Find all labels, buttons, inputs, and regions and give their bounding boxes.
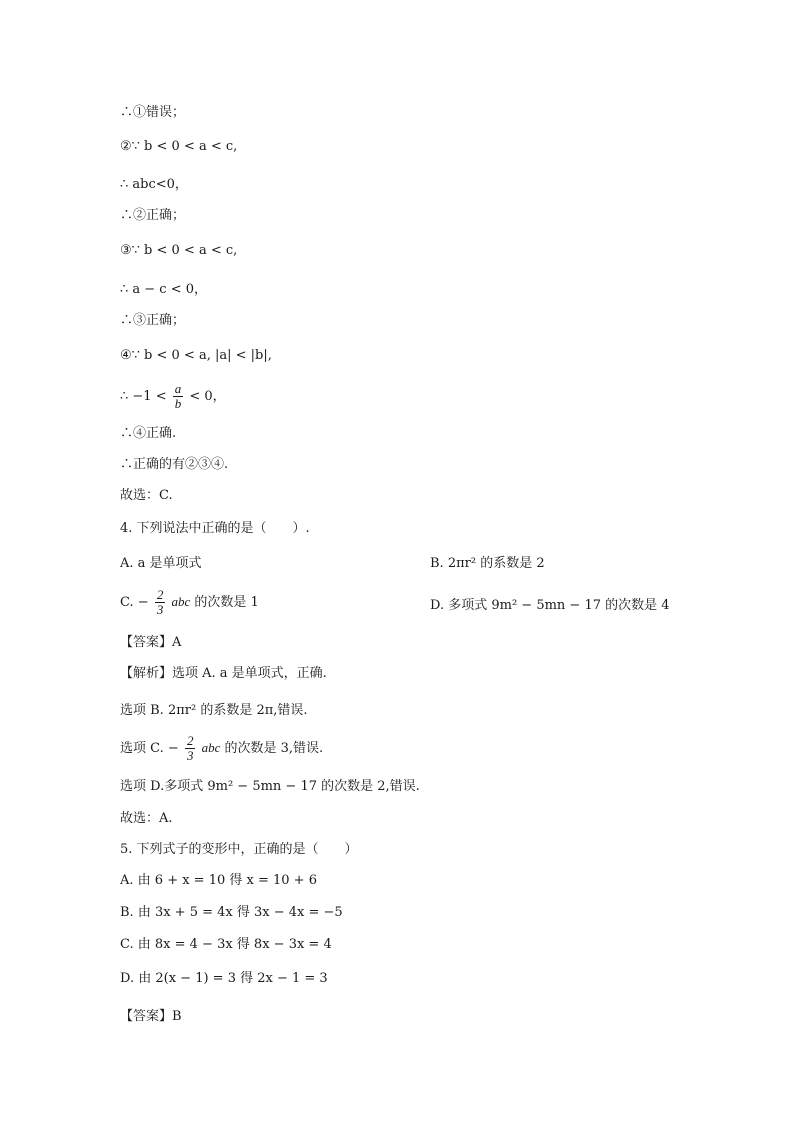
text-line: ∴①错误；: [120, 105, 186, 120]
fraction-denominator: 3: [186, 748, 194, 763]
text-line: ∴正确的有②③④.: [120, 457, 229, 472]
text-line: 故选：A.: [120, 811, 173, 826]
fraction-numerator: 2: [186, 733, 194, 748]
text-line: ∴④正确.: [120, 426, 177, 441]
option-c: [120, 588, 259, 617]
text-line: ∴②正确；: [120, 208, 186, 223]
option-c-variable: abc: [171, 594, 191, 609]
answer-label: 【答案】B: [120, 1009, 182, 1024]
analysis-c-variable: abc: [201, 740, 221, 755]
fraction-denominator: b: [174, 396, 182, 411]
option-c: C. 由 8x = 4 − 3x 得 8x − 3x = 4: [120, 937, 332, 952]
option-c-text: 的次数是 1: [194, 595, 259, 610]
text-line: ③∵ b < 0 < a < c,: [120, 243, 238, 258]
fraction-prefix: ∴ −1 <: [120, 389, 167, 404]
answer-label: 【答案】A: [120, 635, 182, 650]
text-line: 故选：C.: [120, 488, 173, 503]
question-4-stem: 4. 下列说法中正确的是（ ）.: [120, 521, 310, 536]
option-b: B. 由 3x + 5 = 4x 得 3x − 4x = −5: [120, 905, 343, 920]
analysis-c: [120, 734, 323, 763]
option-d: D. 多项式 9m² − 5mn − 17 的次数是 4: [430, 598, 670, 613]
analysis-line: 选项 B. 2πr² 的系数是 2π,错误.: [120, 703, 308, 718]
option-c-sign: −: [137, 595, 149, 610]
analysis-c-sign: −: [167, 741, 179, 756]
fraction-denominator: 3: [156, 602, 164, 617]
fraction-line: [120, 382, 226, 411]
text-line: ②∵ b < 0 < a < c,: [120, 139, 238, 154]
analysis-c-text: 的次数是 3,错误.: [224, 741, 324, 756]
option-b: B. 2πr² 的系数是 2: [430, 556, 545, 571]
option-a: A. a 是单项式: [120, 556, 202, 571]
text-line: ∴ abc<0，: [120, 177, 188, 192]
analysis-line: 选项 D.多项式 9m² − 5mn − 17 的次数是 2,错误.: [120, 779, 420, 794]
option-d: D. 由 2(x − 1) = 3 得 2x − 1 = 3: [120, 971, 328, 986]
fraction-numerator: 2: [156, 587, 164, 602]
fraction: [185, 734, 196, 763]
text-line: ④∵ b < 0 < a, |a| < |b|,: [120, 348, 272, 363]
question-5-stem: 5. 下列式子的变形中，正确的是（ ）: [120, 842, 358, 857]
analysis-c-label: 选项 C.: [120, 741, 164, 756]
option-a: A. 由 6 + x = 10 得 x = 10 + 6: [120, 873, 317, 888]
text-line: ∴③正确；: [120, 313, 186, 328]
text-line: ∴ a − c < 0，: [120, 282, 208, 297]
analysis-line: 【解析】选项 A. a 是单项式，正确.: [120, 666, 327, 681]
fraction: [173, 382, 184, 411]
fraction-numerator: a: [174, 381, 182, 396]
fraction: [155, 588, 166, 617]
option-c-label: C.: [120, 595, 134, 610]
fraction-suffix: < 0，: [189, 389, 226, 404]
